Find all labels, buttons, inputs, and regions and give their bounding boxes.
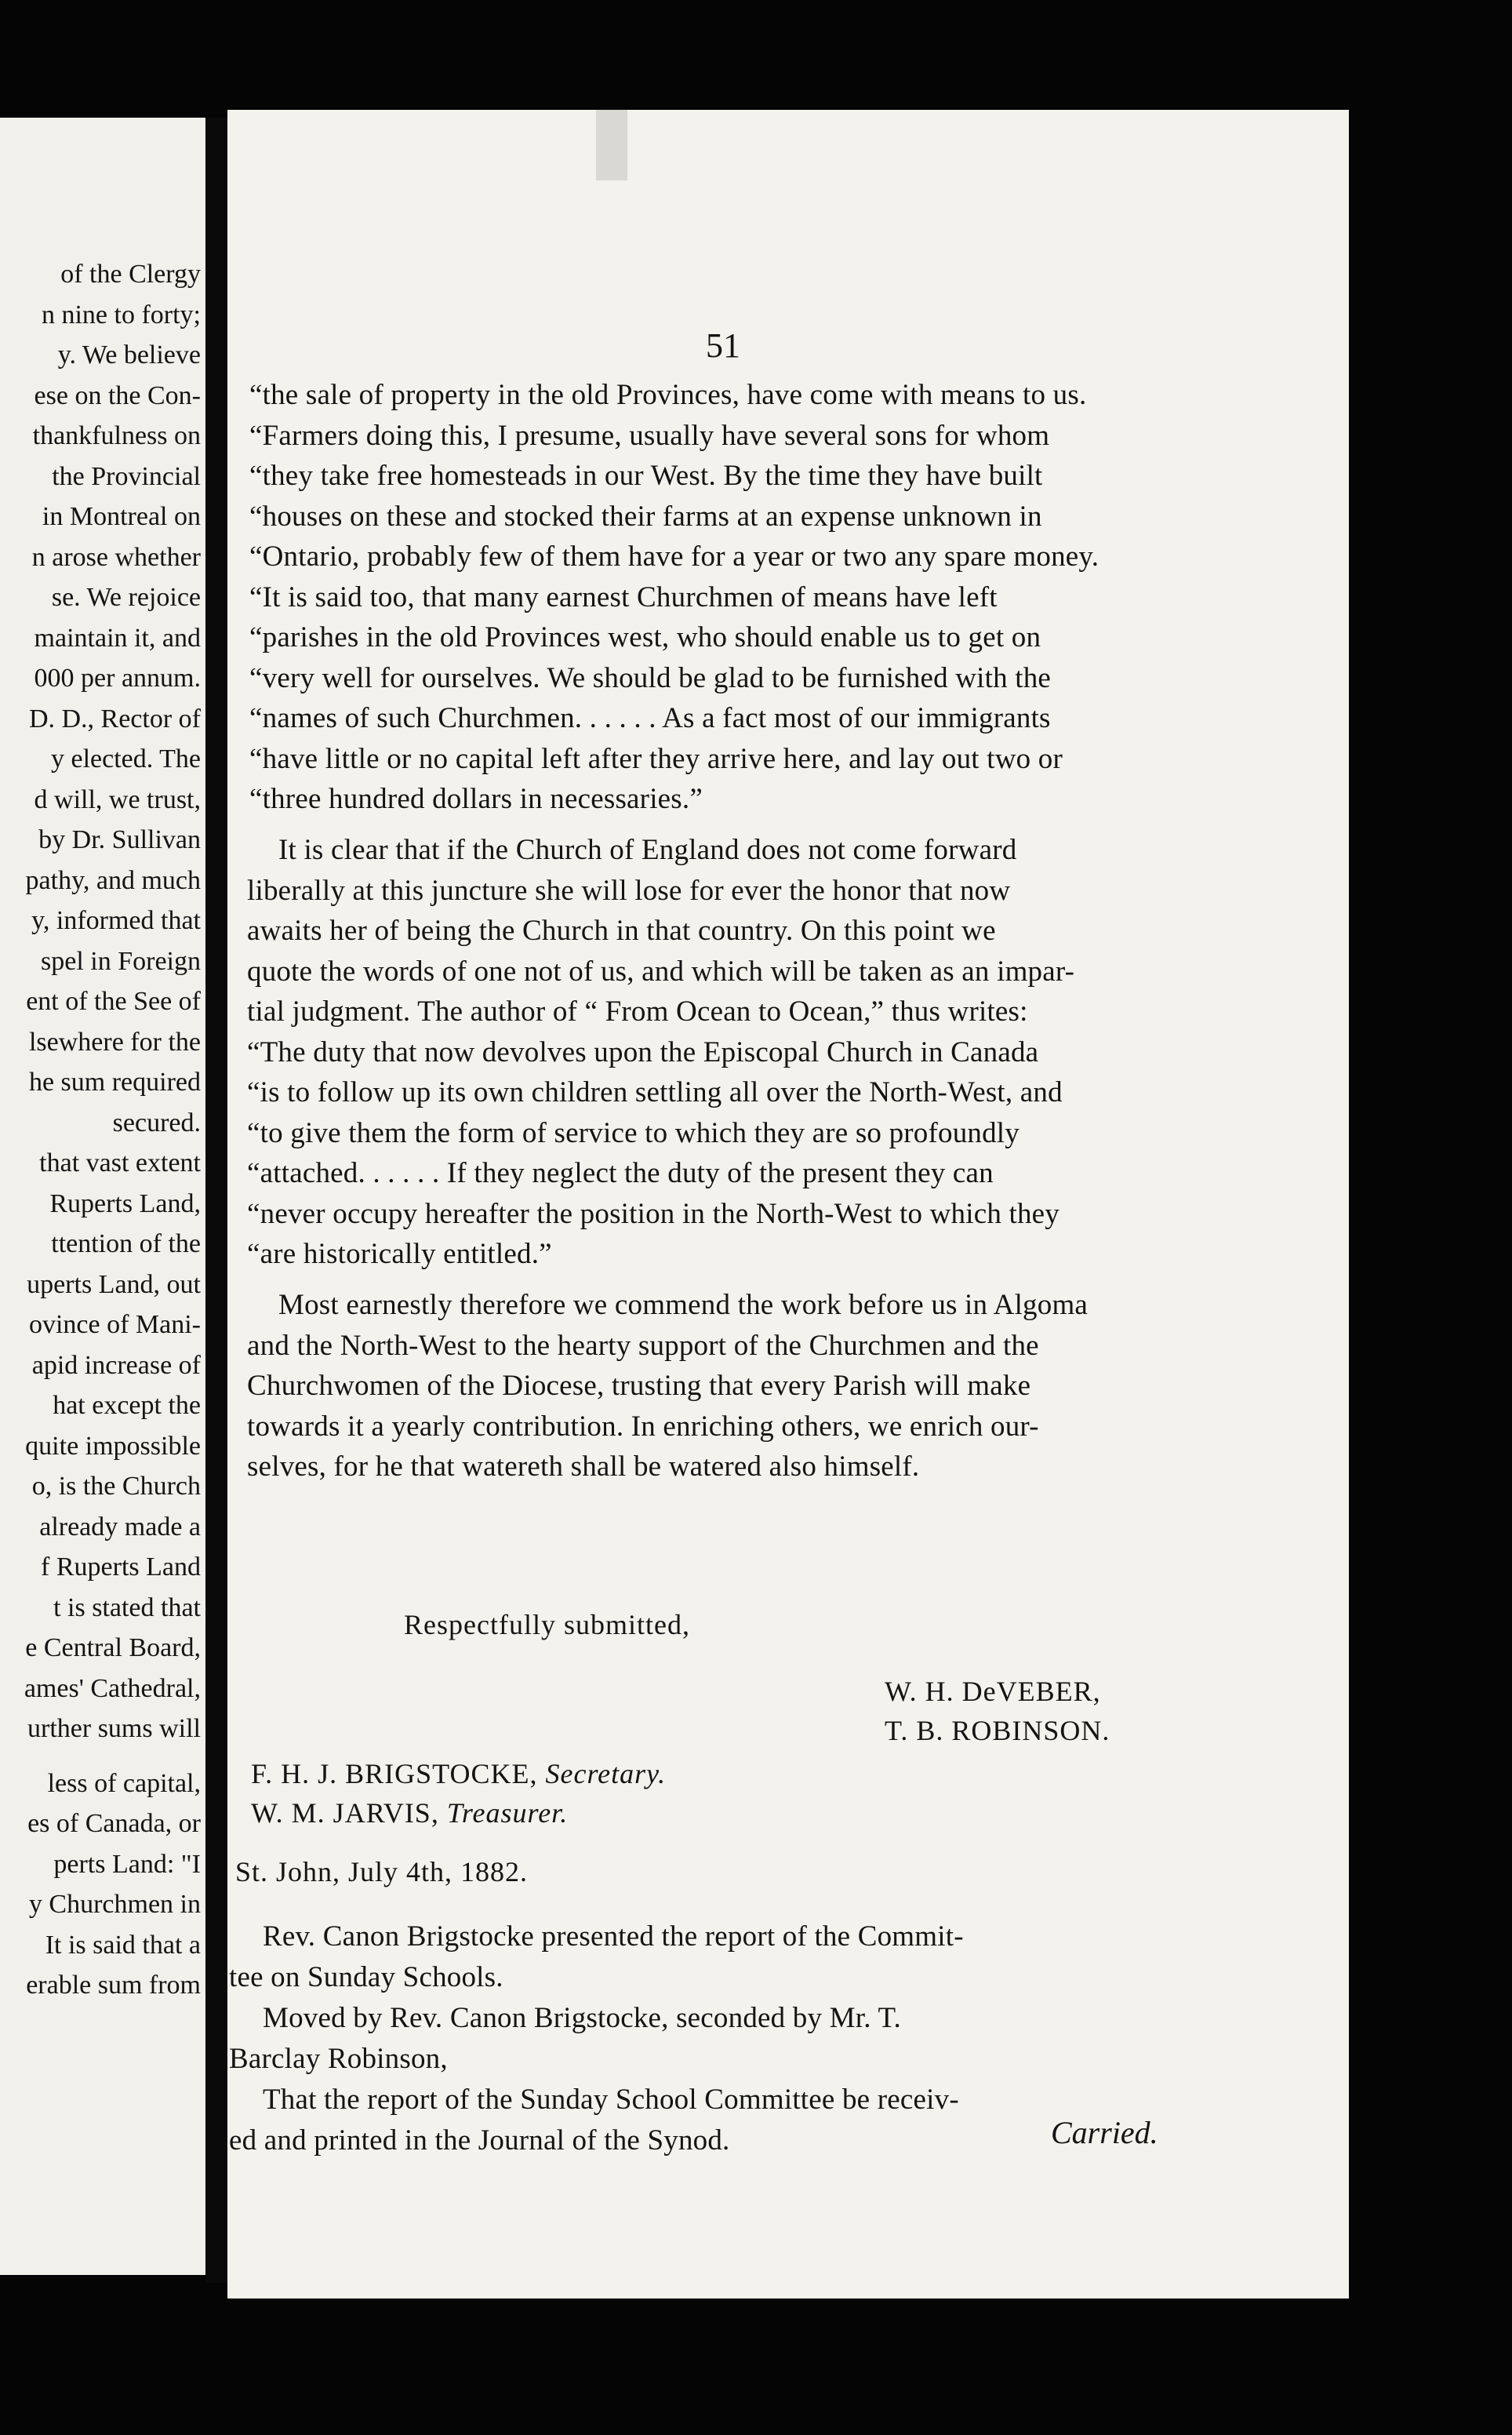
text-line: “It is said too, that many earnest Churchmen of means have left (249, 581, 998, 613)
text-line: Barclay Robinson, (229, 2043, 448, 2075)
left-page-line: erable sum from (26, 1971, 201, 2000)
left-page-line: ovince of Mani- (28, 1310, 201, 1339)
signatory-name: W. M. JARVIS, (251, 1797, 439, 1829)
text-line: “parishes in the old Provinces west, who should enable us to get on (249, 621, 1041, 653)
signatory-jarvis (251, 1796, 568, 1829)
text-line: “attached. . . . . . If they neglect the duty of the present they can (247, 1157, 994, 1189)
left-page-line: quite impossible (25, 1431, 201, 1461)
text-line: and the North-West to the hearty support of the Churchmen and the (247, 1329, 1039, 1362)
text-line: “the sale of property in the old Provinces, have come with means to us. (249, 379, 1087, 411)
text-line: “are historically entitled.” (247, 1238, 552, 1270)
left-page-line: e Central Board, (25, 1633, 201, 1662)
left-page-line: d will, we trust, (34, 784, 201, 814)
page-number: 51 (706, 326, 740, 365)
text-line: selves, for he that watereth shall be watered also himself. (247, 1450, 920, 1483)
binding-strip (596, 110, 627, 180)
left-page-line: ent of the See of (26, 987, 201, 1016)
text-line: “very well for ourselves. We should be glad to be furnished with the (249, 661, 1052, 694)
text-line: “Farmers doing this, I presume, usually have several sons for whom (249, 419, 1050, 452)
left-page-line: apid increase of (31, 1350, 201, 1380)
left-page-line: f Ruperts Land (41, 1552, 201, 1581)
text-line: “three hundred dollars in necessaries.” (249, 783, 703, 815)
right-page (227, 110, 1349, 2299)
text-line: Rev. Canon Brigstocke presented the report of the Commit- (263, 1920, 964, 1953)
left-page-line: t is stated that (53, 1592, 201, 1622)
left-page-line: uperts Land, out (27, 1269, 201, 1299)
text-line: Most earnestly therefore we commend the work before us in Algoma (278, 1289, 1089, 1321)
left-page-line: es of Canada, or (27, 1809, 201, 1838)
signatory-role: Secretary. (545, 1758, 667, 1789)
left-page-line: ames' Cathedral, (24, 1673, 201, 1703)
left-page-line: Ruperts Land, (49, 1188, 201, 1218)
left-page-line: y. We believe (57, 340, 201, 369)
left-page-line: se. We rejoice (51, 583, 201, 612)
left-page-line: o, is the Church (31, 1472, 201, 1501)
text-line: ed and printed in the Journal of the Synod. (229, 2124, 730, 2157)
carried-note: Carried. (1051, 2115, 1158, 2150)
left-page-line: he sum required (28, 1068, 201, 1097)
left-facing-page (0, 118, 208, 2275)
text-line: “never occupy hereafter the position in the North-West to which they (247, 1197, 1059, 1230)
text-line: quote the words of one not of us, and which will be taken as an impar- (247, 955, 1075, 988)
text-line: liberally at this juncture she will lose for ever the honor that now (247, 874, 1011, 907)
left-page-line: lsewhere for the (28, 1027, 201, 1057)
left-page-line: n arose whether (31, 542, 201, 572)
left-page-line: urther sums will (27, 1714, 201, 1743)
left-page-line: pathy, and much (25, 865, 201, 895)
left-page-line: that vast extent (39, 1148, 201, 1177)
text-line: “Ontario, probably few of them have for a year or two any spare money. (249, 541, 1099, 573)
text-line: towards it a yearly contribution. In enriching others, we enrich our- (247, 1410, 1039, 1443)
left-page-line: thankfulness on (32, 421, 201, 450)
text-line: “to give them the form of service to which they are so profoundly (247, 1116, 1020, 1149)
book-gutter (205, 118, 227, 2283)
text-line: Moved by Rev. Canon Brigstocke, seconded by Mr. T. (263, 2002, 901, 2034)
left-page-line: in Montreal on (42, 502, 201, 531)
left-page-line: by Dr. Sullivan (38, 825, 201, 854)
signatory-deveber: W. H. DeVEBER, (885, 1676, 1101, 1707)
left-page-line: y elected. The (50, 744, 201, 773)
text-line: tee on Sunday Schools. (229, 1961, 503, 1993)
text-line: “they take free homesteads in our West. By the time they have built (249, 460, 1043, 492)
left-page-line: secured. (112, 1108, 201, 1137)
left-page-line: hat except the (53, 1391, 201, 1420)
text-line: tial judgment. The author of “ From Ocean to Ocean,” thus writes: (247, 995, 1028, 1028)
signatory-robinson: T. B. ROBINSON. (885, 1715, 1110, 1746)
left-page-line: y, informed that (31, 906, 201, 935)
left-page-line: spel in Foreign (41, 946, 201, 976)
text-line: awaits her of being the Church in that country. On this point we (247, 915, 996, 947)
text-line: “have little or no capital left after they arrive here, and lay out two or (249, 742, 1063, 775)
left-page-line: ese on the Con- (34, 380, 201, 410)
left-page-line: less of capital, (47, 1768, 201, 1798)
left-page-line: the Provincial (52, 461, 201, 491)
left-page-line: y Churchmen in (28, 1890, 201, 1919)
place-date: St. John, July 4th, 1882. (235, 1856, 529, 1887)
text-line: “is to follow up its own children settling all over the North-West, and (247, 1076, 1063, 1108)
closing-line: Respectfully submitted, (404, 1609, 690, 1640)
text-line: “houses on these and stocked their farms at an expense unknown in (249, 500, 1042, 533)
text-line: It is clear that if the Church of England does not come forward (278, 834, 1017, 866)
left-page-line: n nine to forty; (41, 300, 201, 329)
signatory-name: F. H. J. BRIGSTOCKE, (251, 1758, 538, 1789)
text-line: “names of such Churchmen. . . . . . As a fact most of our immigrants (249, 702, 1051, 734)
left-page-line: ttention of the (51, 1229, 201, 1258)
left-page-line: already made a (39, 1512, 201, 1541)
text-line: That the report of the Sunday School Committee be receiv- (263, 2084, 959, 2116)
left-page-line: maintain it, and (34, 623, 201, 653)
text-line: Churchwomen of the Diocese, trusting that every Parish will make (247, 1370, 1031, 1402)
left-page-line: of the Clergy (60, 260, 201, 289)
left-page-line: D. D., Rector of (28, 704, 201, 733)
signatory-role: Treasurer. (446, 1797, 569, 1829)
left-page-line: perts Land: "I (53, 1849, 201, 1879)
signatory-brigstocke (251, 1757, 666, 1790)
left-page-line: 000 per annum. (34, 664, 201, 693)
left-page-line: It is said that a (45, 1930, 201, 1960)
text-line: “The duty that now devolves upon the Episcopal Church in Canada (247, 1036, 1039, 1068)
